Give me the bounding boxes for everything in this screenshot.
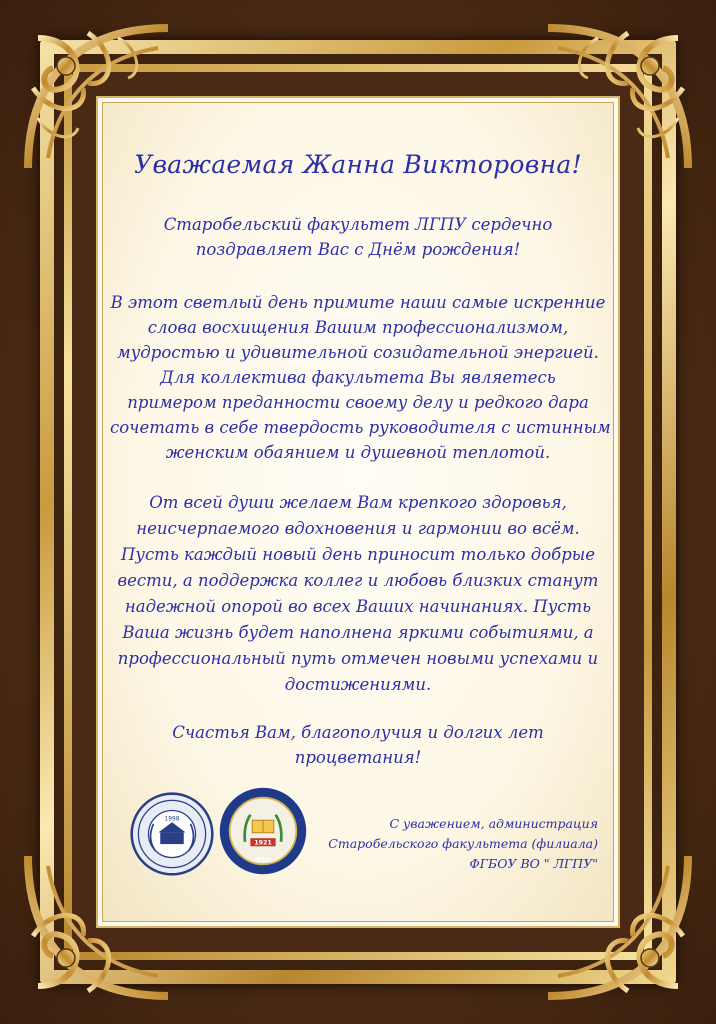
text-line: От всей души желаем Вам крепкого здоровья, [149,493,567,512]
text-line: В этот светлый день примите наши самые искренние [110,293,606,312]
intro-paragraph [110,212,606,262]
seal-year: 1921 [254,839,272,847]
text-line: Ваша жизнь будет наполнена яркими событиями, а [122,623,594,642]
signature-block [318,814,598,874]
text-line: слова восхищения Вашим профессионализмом, [147,318,569,337]
university-seal-icon [218,786,308,876]
text-line: Старобельский факультет ЛГПУ сердечно [163,215,553,234]
text-line: процветания! [294,748,422,767]
text-line: достижениями. [284,675,432,694]
text-line: неисчерпаемого вдохновения и гармонии во всём. [136,519,580,538]
seal-abbr: ЛГПУ [254,857,272,864]
text-line: надежной опорой во всех Ваших начинаниях. Пусть [124,597,592,616]
text-line: примером преданности своему делу и редкого дара [127,393,589,412]
paragraph-1 [110,290,611,465]
text-line: сочетать в себе твердость руководителя с истинным [110,418,611,437]
text-line: женским обаянием и душевной теплотой. [165,443,551,462]
closing-paragraph [110,720,606,770]
signature-line: ФГБОУ ВО " ЛГПУ" [469,856,598,871]
signature-line: С уважением, администрация [389,816,598,831]
text-line: вести, а поддержка коллег и любовь близких станут [117,571,599,590]
seal-year: 1998 [164,816,180,823]
text-line: профессиональный путь отмечен новыми успехами и [117,649,599,668]
text-line: Счастья Вам, благополучия и долгих лет [172,723,544,742]
signature-line: Старобельского факультета (филиала) [328,836,598,851]
text-line: Для коллектива факультета Вы являетесь [160,368,556,387]
text-line: мудростью и удивительной созидательной энергией. [117,343,599,362]
faculty-seal-icon [130,792,214,876]
text-line: поздравляет Вас с Днём рождения! [195,240,521,259]
greeting-title: Уважаемая Жанна Викторовна! [134,150,582,179]
paragraph-2 [110,490,606,698]
text-line: Пусть каждый новый день приносит только добрые [120,545,596,564]
